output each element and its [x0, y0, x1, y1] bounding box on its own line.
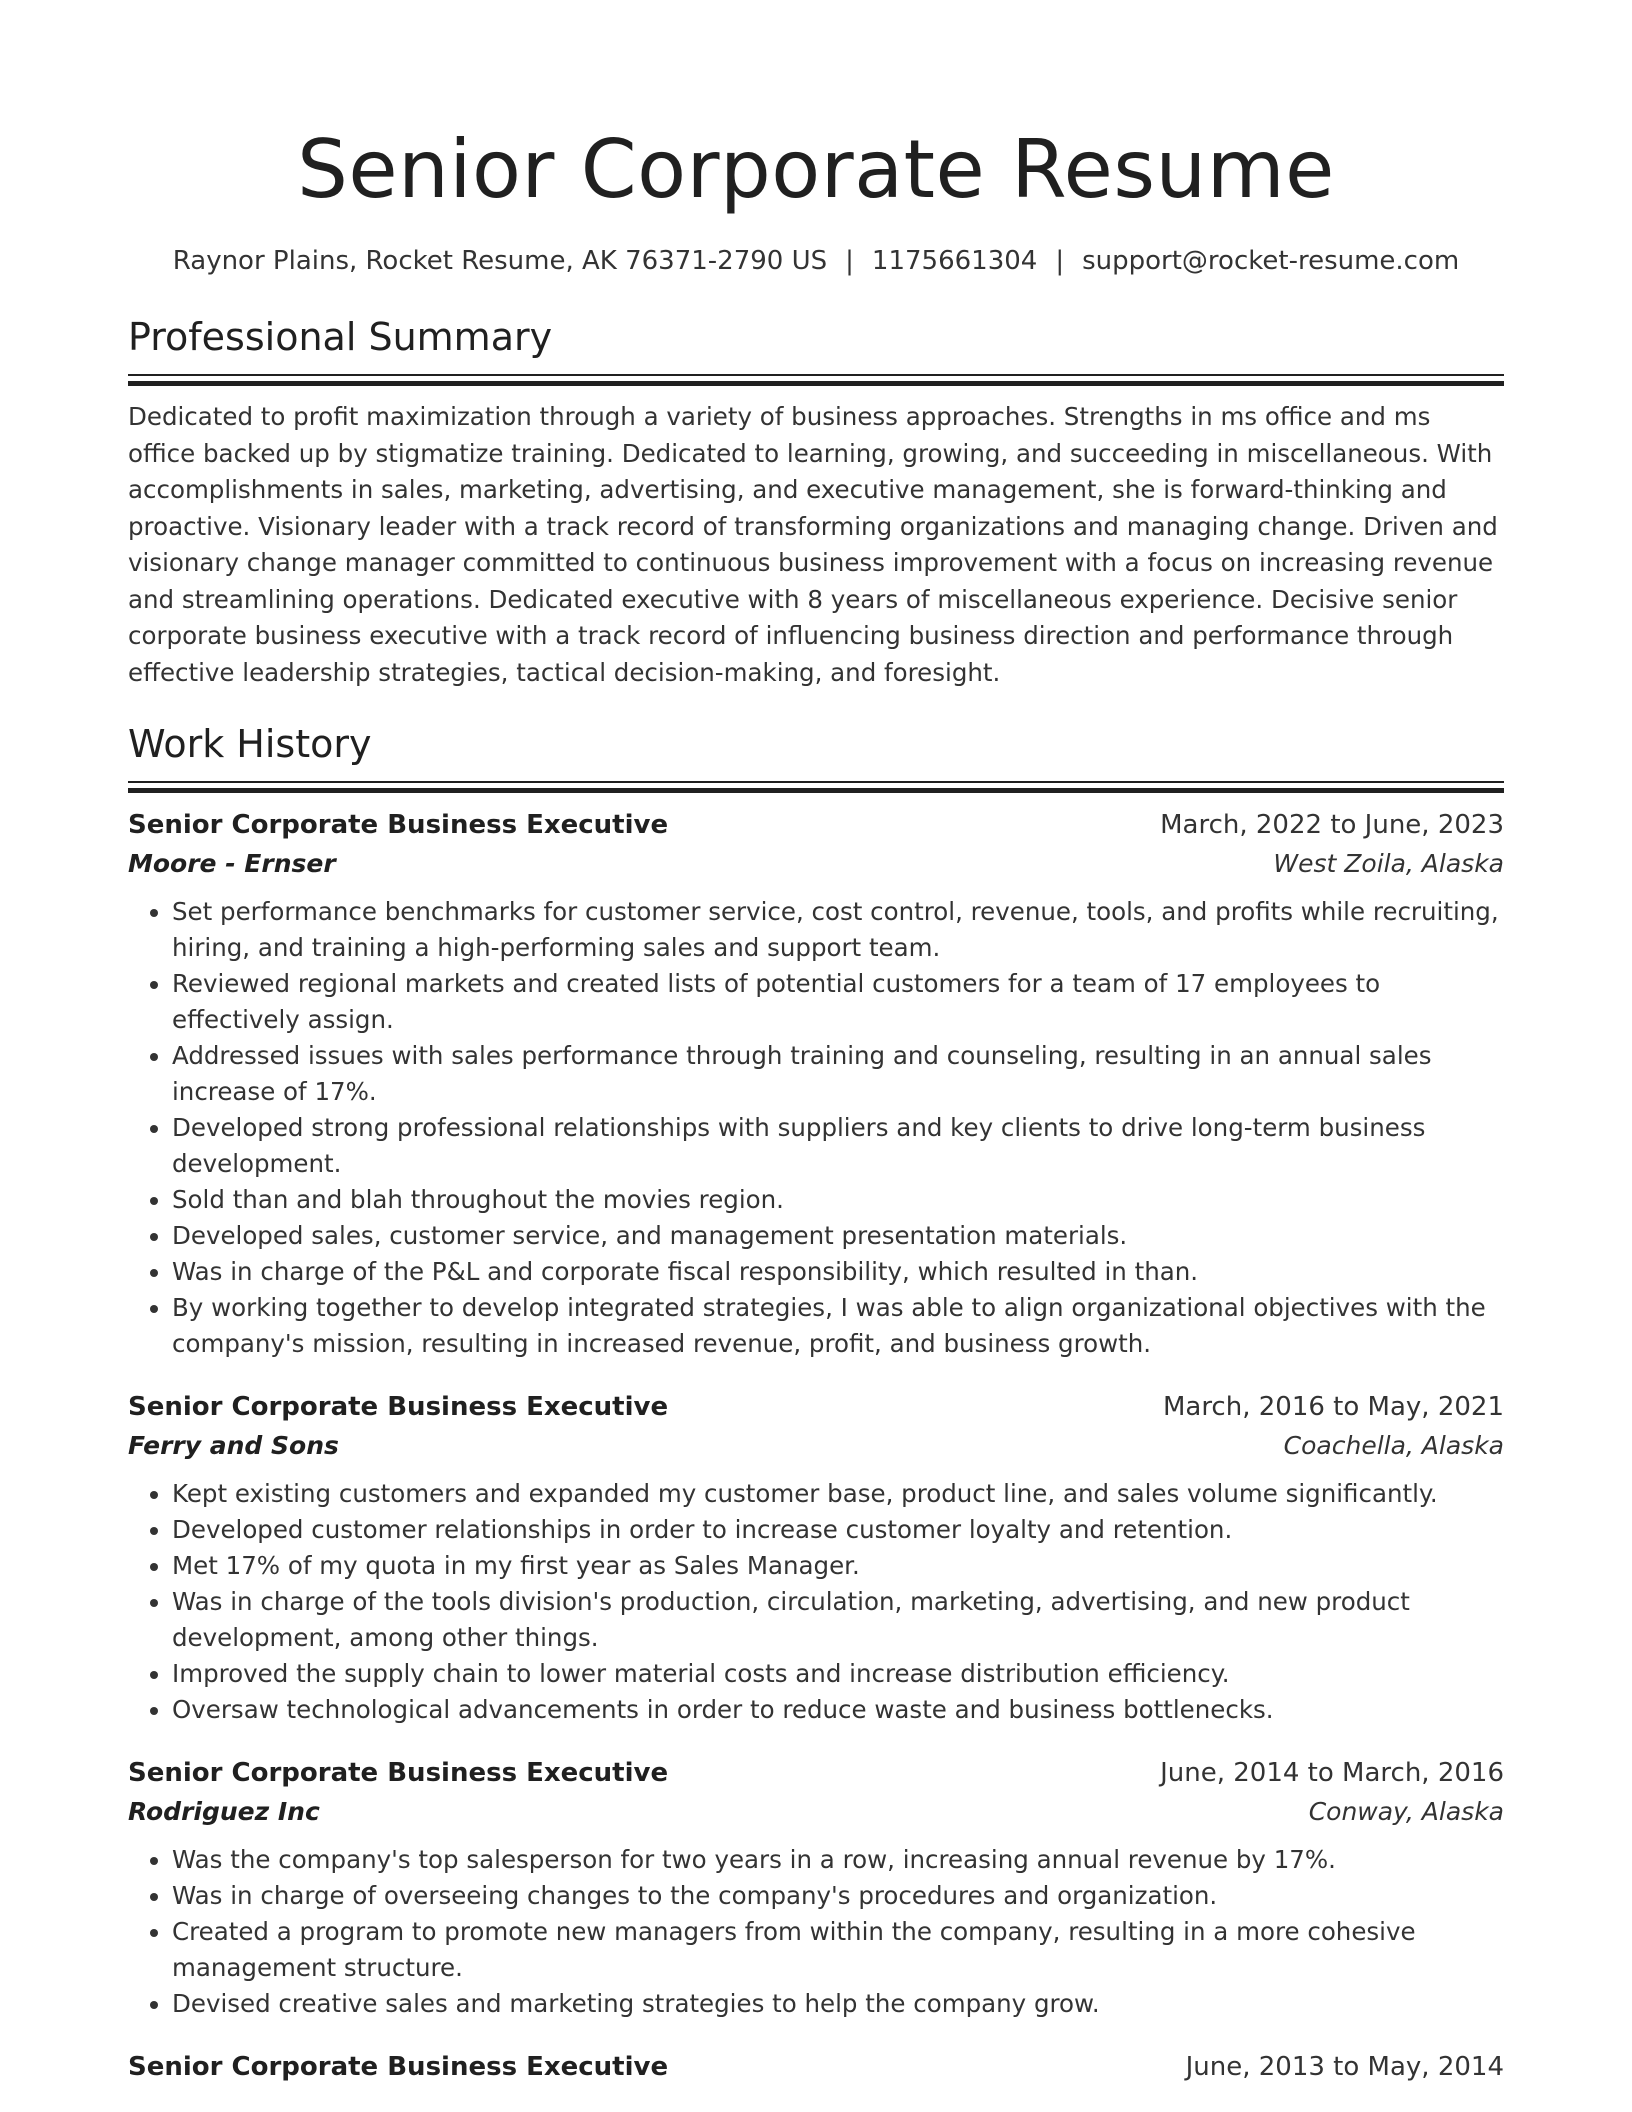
job-bullet: • Created a program to promote new managers from within the company, resulting in a more cohesive management structure. — [172, 1914, 1504, 1986]
contact-phone: 1175661304 — [871, 246, 1038, 276]
job-location: West Zoila, Alaska — [1273, 849, 1504, 878]
job-bullet: • Reviewed regional markets and created lists of potential customers for a team of 17 employees to effectively assign. — [172, 966, 1504, 1038]
job-header — [128, 1388, 1504, 1426]
job-subheader — [128, 1792, 1504, 1832]
job-bullet: • Improved the supply chain to lower material costs and increase distribution efficiency. — [172, 1656, 1504, 1692]
job-bullet: • By working together to develop integrated strategies, I was able to align organizational objectives with the company's mission, resulting in increased revenue, profit, and business growth. — [172, 1290, 1504, 1362]
section-divider — [128, 781, 1504, 792]
section-heading-summary: Professional Summary — [128, 315, 553, 359]
job-bullet: • Oversaw technological advancements in order to reduce waste and business bottlenecks. — [172, 1692, 1504, 1728]
job-bullets — [128, 1842, 1504, 2022]
resume-title: Senior Corporate Resume — [297, 123, 1335, 216]
job-bullets — [128, 1476, 1504, 1728]
job-company: Rodriguez Inc — [128, 1797, 320, 1826]
job-bullet: • Addressed issues with sales performance through training and counseling, resulting in an annual sales increase of 17%. — [172, 1038, 1504, 1110]
job-bullet: • Was in charge of the P&L and corporate fiscal responsibility, which resulted in than. — [172, 1254, 1504, 1290]
work-section — [128, 719, 1504, 2086]
contact-separator: | — [1055, 246, 1065, 276]
section-divider — [128, 374, 1504, 385]
job-bullet: • Kept existing customers and expanded my customer base, product line, and sales volume significantly. — [172, 1476, 1504, 1512]
job-dates: March, 2016 to May, 2021 — [1162, 1392, 1504, 1422]
job-header — [128, 806, 1504, 844]
job-company: Ferry and Sons — [128, 1431, 339, 1460]
resume-page — [128, 0, 1504, 2086]
job-entry — [128, 1754, 1504, 2022]
section-heading-work: Work History — [128, 722, 372, 766]
job-subheader — [128, 1426, 1504, 1466]
job-dates: June, 2014 to March, 2016 — [1160, 1758, 1504, 1788]
job-location: Coachella, Alaska — [1283, 1431, 1504, 1460]
job-bullet: • Sold than and blah throughout the movies region. — [172, 1182, 1504, 1218]
job-entry — [128, 1388, 1504, 1728]
contact-line — [128, 244, 1504, 278]
job-bullet: • Developed sales, customer service, and management presentation materials. — [172, 1218, 1504, 1254]
job-bullet: • Developed customer relationships in order to increase customer loyalty and retention. — [172, 1512, 1504, 1548]
job-bullet: • Devised creative sales and marketing strategies to help the company grow. — [172, 1986, 1504, 2022]
job-dates: June, 2013 to May, 2014 — [1185, 2052, 1504, 2082]
job-subheader — [128, 844, 1504, 884]
job-title: Senior Corporate Business Executive — [128, 2052, 669, 2082]
job-bullet: • Set performance benchmarks for customer service, cost control, revenue, tools, and profits while recruiting, hiring, and training a high-performing sales and support team. — [172, 894, 1504, 966]
job-company: Moore - Ernser — [128, 849, 336, 878]
job-title: Senior Corporate Business Executive — [128, 810, 669, 840]
job-bullet: • Met 17% of my quota in my first year as Sales Manager. — [172, 1548, 1504, 1584]
summary-text: Dedicated to profit maximization through a variety of business approaches. Strengths in ms office and ms office backed up by stigmatize training. Dedicated to learning, growing, and succeeding in miscellaneous. With accomplishments in sales, marketing, advertising, and executive management, she is forward-thinking and proactive. Visionary leader with a track record of transforming organizations and managing change. Driven and visionary change manager committed to continuous business improvement with a focus on increasing revenue and streamlining operations. Dedicated executive with 8 years of miscellaneous experience. Decisive senior corporate business executive with a track record of influencing business direction and performance through effective leadership strategies, tactical decision-making, and foresight. — [128, 402, 1498, 687]
job-location: Conway, Alaska — [1308, 1797, 1504, 1826]
job-bullet: • Was in charge of overseeing changes to the company's procedures and organization. — [172, 1878, 1504, 1914]
contact-separator: | — [845, 246, 854, 276]
job-bullet: • Developed strong professional relationships with suppliers and key clients to drive long-term business development. — [172, 1110, 1504, 1182]
job-header — [128, 1754, 1504, 1792]
job-bullet: • Was the company's top salesperson for two years in a row, increasing annual revenue by 17%. — [172, 1842, 1504, 1878]
job-title: Senior Corporate Business Executive — [128, 1392, 669, 1422]
job-entry — [128, 2048, 1504, 2086]
job-bullets — [128, 894, 1504, 1362]
job-entry — [128, 806, 1504, 1362]
job-header — [128, 2048, 1504, 2086]
contact-email[interactable]: support@rocket-resume.com — [1082, 246, 1460, 276]
summary-section — [128, 312, 1504, 691]
job-bullet: • Was in charge of the tools division's production, circulation, marketing, advertising, and new product development, among other things. — [172, 1584, 1504, 1656]
contact-address: Raynor Plains, Rocket Resume, AK 76371-2790 US — [172, 246, 828, 276]
job-dates: March, 2022 to June, 2023 — [1160, 810, 1504, 840]
job-title: Senior Corporate Business Executive — [128, 1758, 669, 1788]
